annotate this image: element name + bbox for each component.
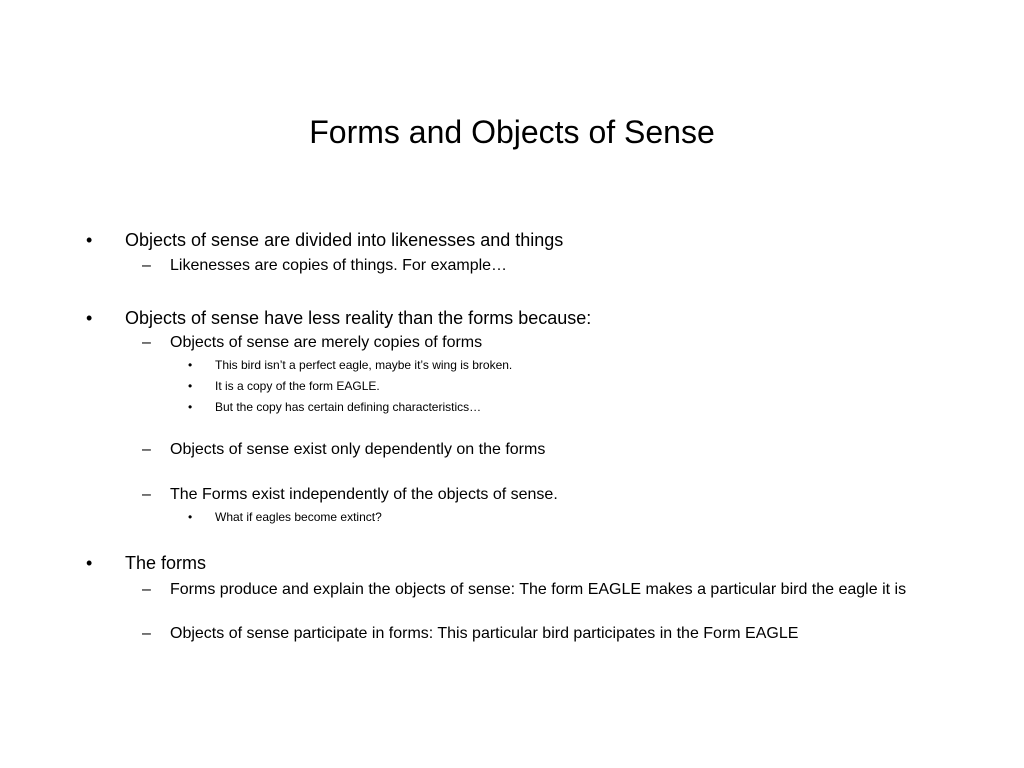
bullet-marker: • (86, 308, 93, 328)
sub-bullet-text: Forms produce and explain the objects of sense: The form EAGLE makes a particular bird the eagle it is (170, 581, 907, 598)
sub-sub-bullet-text: What if eagles become extinct? (215, 510, 382, 524)
dash-marker: – (142, 441, 151, 458)
sub-bullet-text: Likenesses are copies of things. For example… (170, 257, 508, 274)
dash-marker: – (142, 486, 151, 503)
sub-sub-bullet-text: But the copy has certain defining characteristics… (215, 400, 482, 414)
sub-bullet-text: The Forms exist independently of the objects of sense. (170, 486, 558, 503)
small-bullet-marker: • (188, 358, 193, 372)
bullet-marker: • (86, 230, 93, 250)
small-bullet-marker: • (188, 510, 193, 524)
dash-marker: – (142, 334, 151, 351)
sub-bullet-text: Objects of sense exist only dependently on the forms (170, 441, 546, 458)
small-bullet-marker: • (188, 400, 193, 414)
slide-title: Forms and Objects of Sense (309, 114, 715, 150)
bullet-marker: • (86, 553, 93, 573)
bullet-text: Objects of sense are divided into likenesses and things (125, 230, 564, 250)
bullet-text: The forms (125, 553, 207, 573)
dash-marker: – (142, 257, 151, 274)
small-bullet-marker: • (188, 379, 193, 393)
bullet-text: Objects of sense have less reality than the forms because: (125, 308, 592, 328)
dash-marker: – (142, 625, 151, 642)
sub-sub-bullet-text: It is a copy of the form EAGLE. (215, 379, 380, 393)
sub-sub-bullet-text: This bird isn’t a perfect eagle, maybe it’s wing is broken. (215, 358, 513, 372)
dash-marker: – (142, 581, 151, 598)
sub-bullet-text: Objects of sense are merely copies of forms (170, 334, 483, 351)
sub-bullet-text: Objects of sense participate in forms: This particular bird participates in the Form EAGLE (170, 625, 799, 642)
